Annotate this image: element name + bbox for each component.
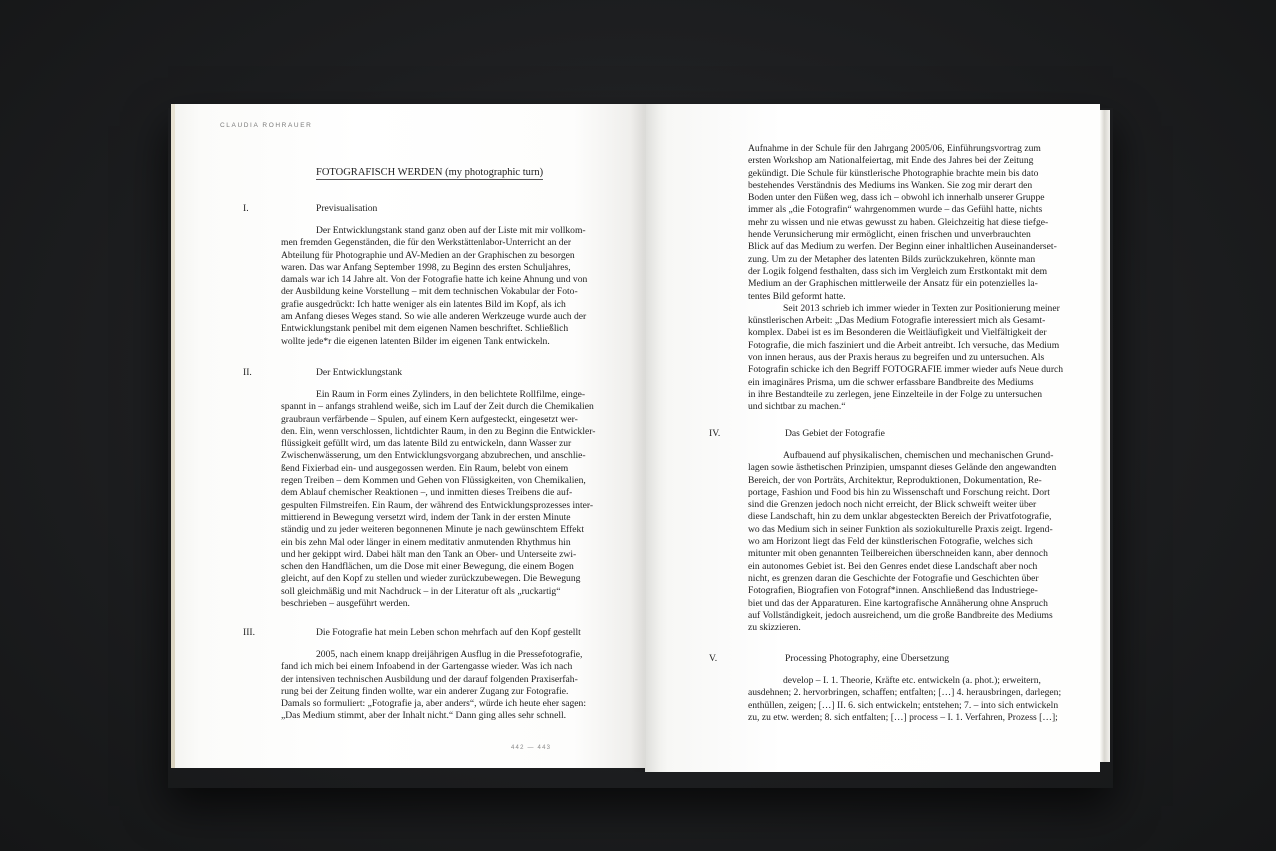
section-body-5 (748, 675, 1074, 724)
text-line: den. Ein, wenn verschlossen, lichtdichter Raum, in den zu Beginn die Entwickler- (281, 425, 596, 437)
section-heading-1: Previsualisation (316, 203, 378, 214)
text-line: und her gekippt wird. Dabei hält man den Tank an Ober- und Unterseite zwi- (281, 548, 577, 560)
text-line: zu skizzieren. (748, 622, 801, 634)
text-line: auf Vollständigkeit, jedoch ausreichend, um die große Bandbreite des Mediums (748, 609, 1053, 621)
left-page-edge (171, 104, 175, 768)
text-line: Medium an der Graphischen mittlerweile der Ansatz für ein potenzielles la- (748, 278, 1038, 290)
text-line: biet und das der Apparaturen. Eine kartografische Annäherung ohne Anspruch (748, 597, 1048, 609)
book-gutter (630, 104, 660, 772)
text-line: zu, zu etw. werden; 8. sich entfalten; […] process – I. 1. Verfahren, Prozess […]; (748, 711, 1058, 723)
text-line: ein imaginäres Prisma, um die schwer erfassbare Bandbreite des Mediums (748, 376, 1034, 388)
text-line: enthüllen, zeigen; […] II. 6. sich entwickeln; entstehen; 7. – into sich entwickeln (748, 699, 1059, 711)
text-line: waren. Das war Anfang September 1998, zu Beginn des ersten Schuljahres, (281, 261, 571, 273)
text-line: men fremden Gegenständen, die für den Werkstättenlabor-Unterricht an der (281, 237, 572, 249)
essay-title: FOTOGRAFISCH WERDEN (my photographic turn) (316, 167, 544, 178)
text-line: ein bis zehn Mal oder länger in einem meditativ anmutenden Rhythmus hin (281, 536, 571, 548)
text-line: der Logik folgend festhalten, dass sich im Vergleich zum Erstkontakt mit dem (748, 265, 1048, 277)
text-line: hende Verunsicherung mir ermöglicht, einen frischen und unverbrauchten (748, 229, 1031, 241)
text-line: künstlerischen Arbeit: „Das Medium Fotografie interessiert mich als Gesamt- (748, 315, 1046, 327)
text-line: in ihre Bestandteile zu zerlegen, jene Einzelteile in der Folge zu untersuchen (748, 388, 1043, 400)
text-line: tentes Bild geformt hatte. (748, 290, 846, 302)
text-line: Aufbauend auf physikalischen, chemischen und mechanischen Grund- (783, 450, 1054, 461)
text-line: soll gleichmäßig und mit Nachdruck – in der Literatur oft als „ruckartig“ (281, 585, 561, 597)
section-heading-3: Die Fotografie hat mein Leben schon mehrfach auf den Kopf gestellt (316, 627, 581, 638)
text-line: mittierend in Bewegung versetzt wird, indem der Tank in der ersten Minute (281, 511, 571, 523)
section-numeral-5: V. (709, 653, 718, 664)
text-line: Entwicklungstank penibel mit dem eigenen Namen beschriftet. Schließlich (281, 323, 569, 335)
section-heading-5: Processing Photography, eine Übersetzung (785, 653, 950, 664)
text-line: zung. Um zu der Metapher des latenten Bilds zurückzukehren, könnte man (748, 253, 1036, 265)
text-line: rung bei der Zeitung finden wollte, war ein anderer Zugang zur Fotografie. (281, 685, 569, 697)
text-line: grafie ausgedrückt: Ich hatte weniger als ein latentes Bild im Kopf, als ich (281, 298, 566, 310)
text-line: der Ausbildung keine Vorstellung – mit dem technischen Vokabular der Foto- (281, 286, 578, 298)
text-line: Seit 2013 schrieb ich immer wieder in Texten zur Positionierung meiner (783, 302, 1060, 314)
text-line: Fotografie, die mich fasziniert und die Arbeit antreibt. Ich versuche, das Medium (748, 339, 1060, 351)
section-heading-2: Der Entwicklungstank (316, 367, 403, 378)
text-line: beschrieben – ausgeführt werden. (281, 598, 410, 610)
text-line: gekündigt. Die Schule für künstlerische Photographie brachte mein bis dato (748, 167, 1039, 179)
section-numeral-2: II. (243, 367, 252, 378)
text-line: diese Landschaft, hin zu dem unklar abgesteckten Bereich der Privatfotografie, (748, 511, 1052, 523)
text-line: Fotografien, Biografien von Fotograf*innen. Anschließend das Industriege- (748, 585, 1038, 597)
text-line: ersten Workshop am Nationalfeiertag, mit Ende des Jahres bei der Zeitung (748, 155, 1034, 167)
text-line: wo am Horizont liegt das Feld der künstlerischen Fotografie, welches sich (748, 536, 1033, 548)
text-line: bestehendes Verständnis des Mediums ins Wanken. Sie zog mir derart den (748, 179, 1033, 191)
text-line: regen Treiben – dem Kommen und Gehen von Flüssigkeiten, von Chemikalien, (281, 475, 586, 487)
running-head: CLAUDIA ROHRAUER (220, 122, 313, 129)
section-heading-4: Das Gebiet der Fotografie (785, 428, 885, 439)
text-line: Fotografin schicke ich den Begriff FOTOGRAFIE immer wieder aufs Neue durch (748, 364, 1064, 376)
text-line: damals war ich 14 Jahre alt. Von der Fotografie hatte ich keine Ahnung und von (281, 274, 588, 286)
text-line: gleicht, auf den Kopf zu stellen und wieder zurückzubewegen. Die Bewegung (281, 573, 581, 585)
text-line: 2005, nach einem knapp dreijährigen Ausflug in die Pressefotografie, (316, 649, 583, 660)
text-line: ßend Fixierbad ein- und ausgegossen werden. Ein Raum, belebt von einem (281, 462, 569, 474)
text-line: Damals so formuliert: „Fotografie ja, aber anders“, würde ich heute eher sagen: (281, 698, 587, 710)
text-line: wo das Medium sich in seiner Funktion als soziokulturelle Praxis zeigt. Irgend- (748, 523, 1053, 535)
text-line: Ein Raum in Form eines Zylinders, in den belichtete Rollfilme, einge- (316, 389, 586, 400)
section-body-1 (281, 225, 607, 348)
text-line: spannt in – anfangs strahlend weiße, sich im Lauf der Zeit durch die Chemikalien (281, 401, 594, 413)
text-line: lagen sowie ästhetischen Prinzipien, umspannt dieses Gelände den angewandten (748, 462, 1057, 474)
section-body-2 (281, 389, 607, 610)
text-line: gespulten Filmstreifen. Ein Raum, der während des Entwicklungsprozesses inter- (281, 499, 594, 511)
text-line: Aufnahme in der Schule für den Jahrgang 2005/06, Einführungsvortrag zum (748, 143, 1041, 154)
section-numeral-1: I. (243, 203, 249, 214)
text-line: Blick auf das Medium zu werfen. Der Beginn einer inhaltlichen Auseinanderset- (748, 241, 1057, 253)
section-numeral-3: III. (243, 627, 255, 638)
text-line: graubraun verfärbende – Spulen, auf einem Kern aufgesteckt, eingesetzt wer- (281, 413, 578, 425)
text-line: Boden unter den Füßen weg, dass ich – obwohl ich innerhalb unserer Gruppe (748, 192, 1045, 204)
text-line: immer als „die Fotografin“ wahrgenommen wurde – das Gefühl hatte, nichts (748, 204, 1043, 216)
text-line: portage, Fashion und Food bis hin zu Wissenschaft und Forschung reicht. Dort (748, 486, 1050, 498)
page-numbers: 442 — 443 (511, 745, 552, 751)
text-line: sind die Grenzen jedoch noch nicht erreicht, der Blick schweift weiter über (748, 499, 1037, 511)
text-line: schen den Handflächen, um die Dose mit einer Bewegung, die einem Bogen (281, 561, 574, 573)
text-line: am Anfang dieses Weges stand. So wie alle anderen Werkzeuge wurde auch der (281, 311, 587, 323)
text-line: nicht, es grenzen daran die Geschichte der Fotografie und Geschichten über (748, 572, 1039, 584)
text-line: mehr zu wissen und nie etwas gewusst zu haben. Gleichzeitig hat diese tiefge- (748, 216, 1049, 228)
text-line: „Das Medium stimmt, aber der Inhalt nicht.“ Dann ging alles sehr schnell. (281, 710, 567, 722)
text-line: und sichtbar zu machen.“ (748, 401, 846, 413)
section-body-3 (281, 649, 607, 723)
text-line: dem Ablauf chemischer Reaktionen –, und inmitten dieses Treibens die auf- (281, 487, 573, 499)
text-line: Abteilung für Photographie und AV-Medien an der Graphischen zu besorgen (281, 249, 575, 261)
section-body-4 (748, 450, 1074, 634)
text-line: wollte jede*r die eigenen latenten Bilder im eigenen Tank entwickeln. (281, 335, 550, 347)
text-line: komplex. Dabei ist es im Besonderen die Weitläufigkeit und Vielfältigkeit der (748, 327, 1047, 339)
text-line: mitunter mit oben genannten Teilbereichen überschneiden kann, aber dennoch (748, 548, 1048, 560)
text-line: Bereich, der von Porträts, Architektur, Reproduktionen, Dokumentation, Re- (748, 474, 1042, 486)
text-line: ein autonomes Gebiet ist. Bei den Genres endet diese Landschaft aber noch (748, 560, 1038, 572)
text-line: flüssigkeit gefüllt wird, um das latente Bild zu entwickeln, dann Wasser zur (281, 438, 572, 450)
text-line: der intensiven technischen Ausbildung und der darauf folgenden Praxiserfah- (281, 673, 578, 685)
text-line: ausdehnen; 2. hervorbringen, schaffen; entfalten; […] 4. herausbringen, darlegen; (748, 687, 1062, 699)
text-line: ständig und zu jeder weiteren begonnenen Minute je nach gewünschtem Effekt (281, 524, 584, 536)
text-line: develop – I. 1. Theorie, Kräfte etc. entwickeln (a. phot.); erweitern, (783, 675, 1041, 686)
text-line: von innen heraus, aus der Praxis heraus zu begreifen und zu untersuchen. Als (748, 352, 1045, 364)
text-line: Der Entwicklungstank stand ganz oben auf der Liste mit mir vollkom- (316, 225, 586, 236)
text-line: Zwischenwässerung, um den Entwicklungsvorgang abzubrechen, und anschlie- (281, 450, 586, 462)
section-numeral-4: IV. (709, 428, 721, 439)
continuation-text (748, 143, 1074, 414)
text-line: fand ich mich bei einem Infoabend in der Gartengasse wieder. Was ich nach (281, 661, 573, 673)
